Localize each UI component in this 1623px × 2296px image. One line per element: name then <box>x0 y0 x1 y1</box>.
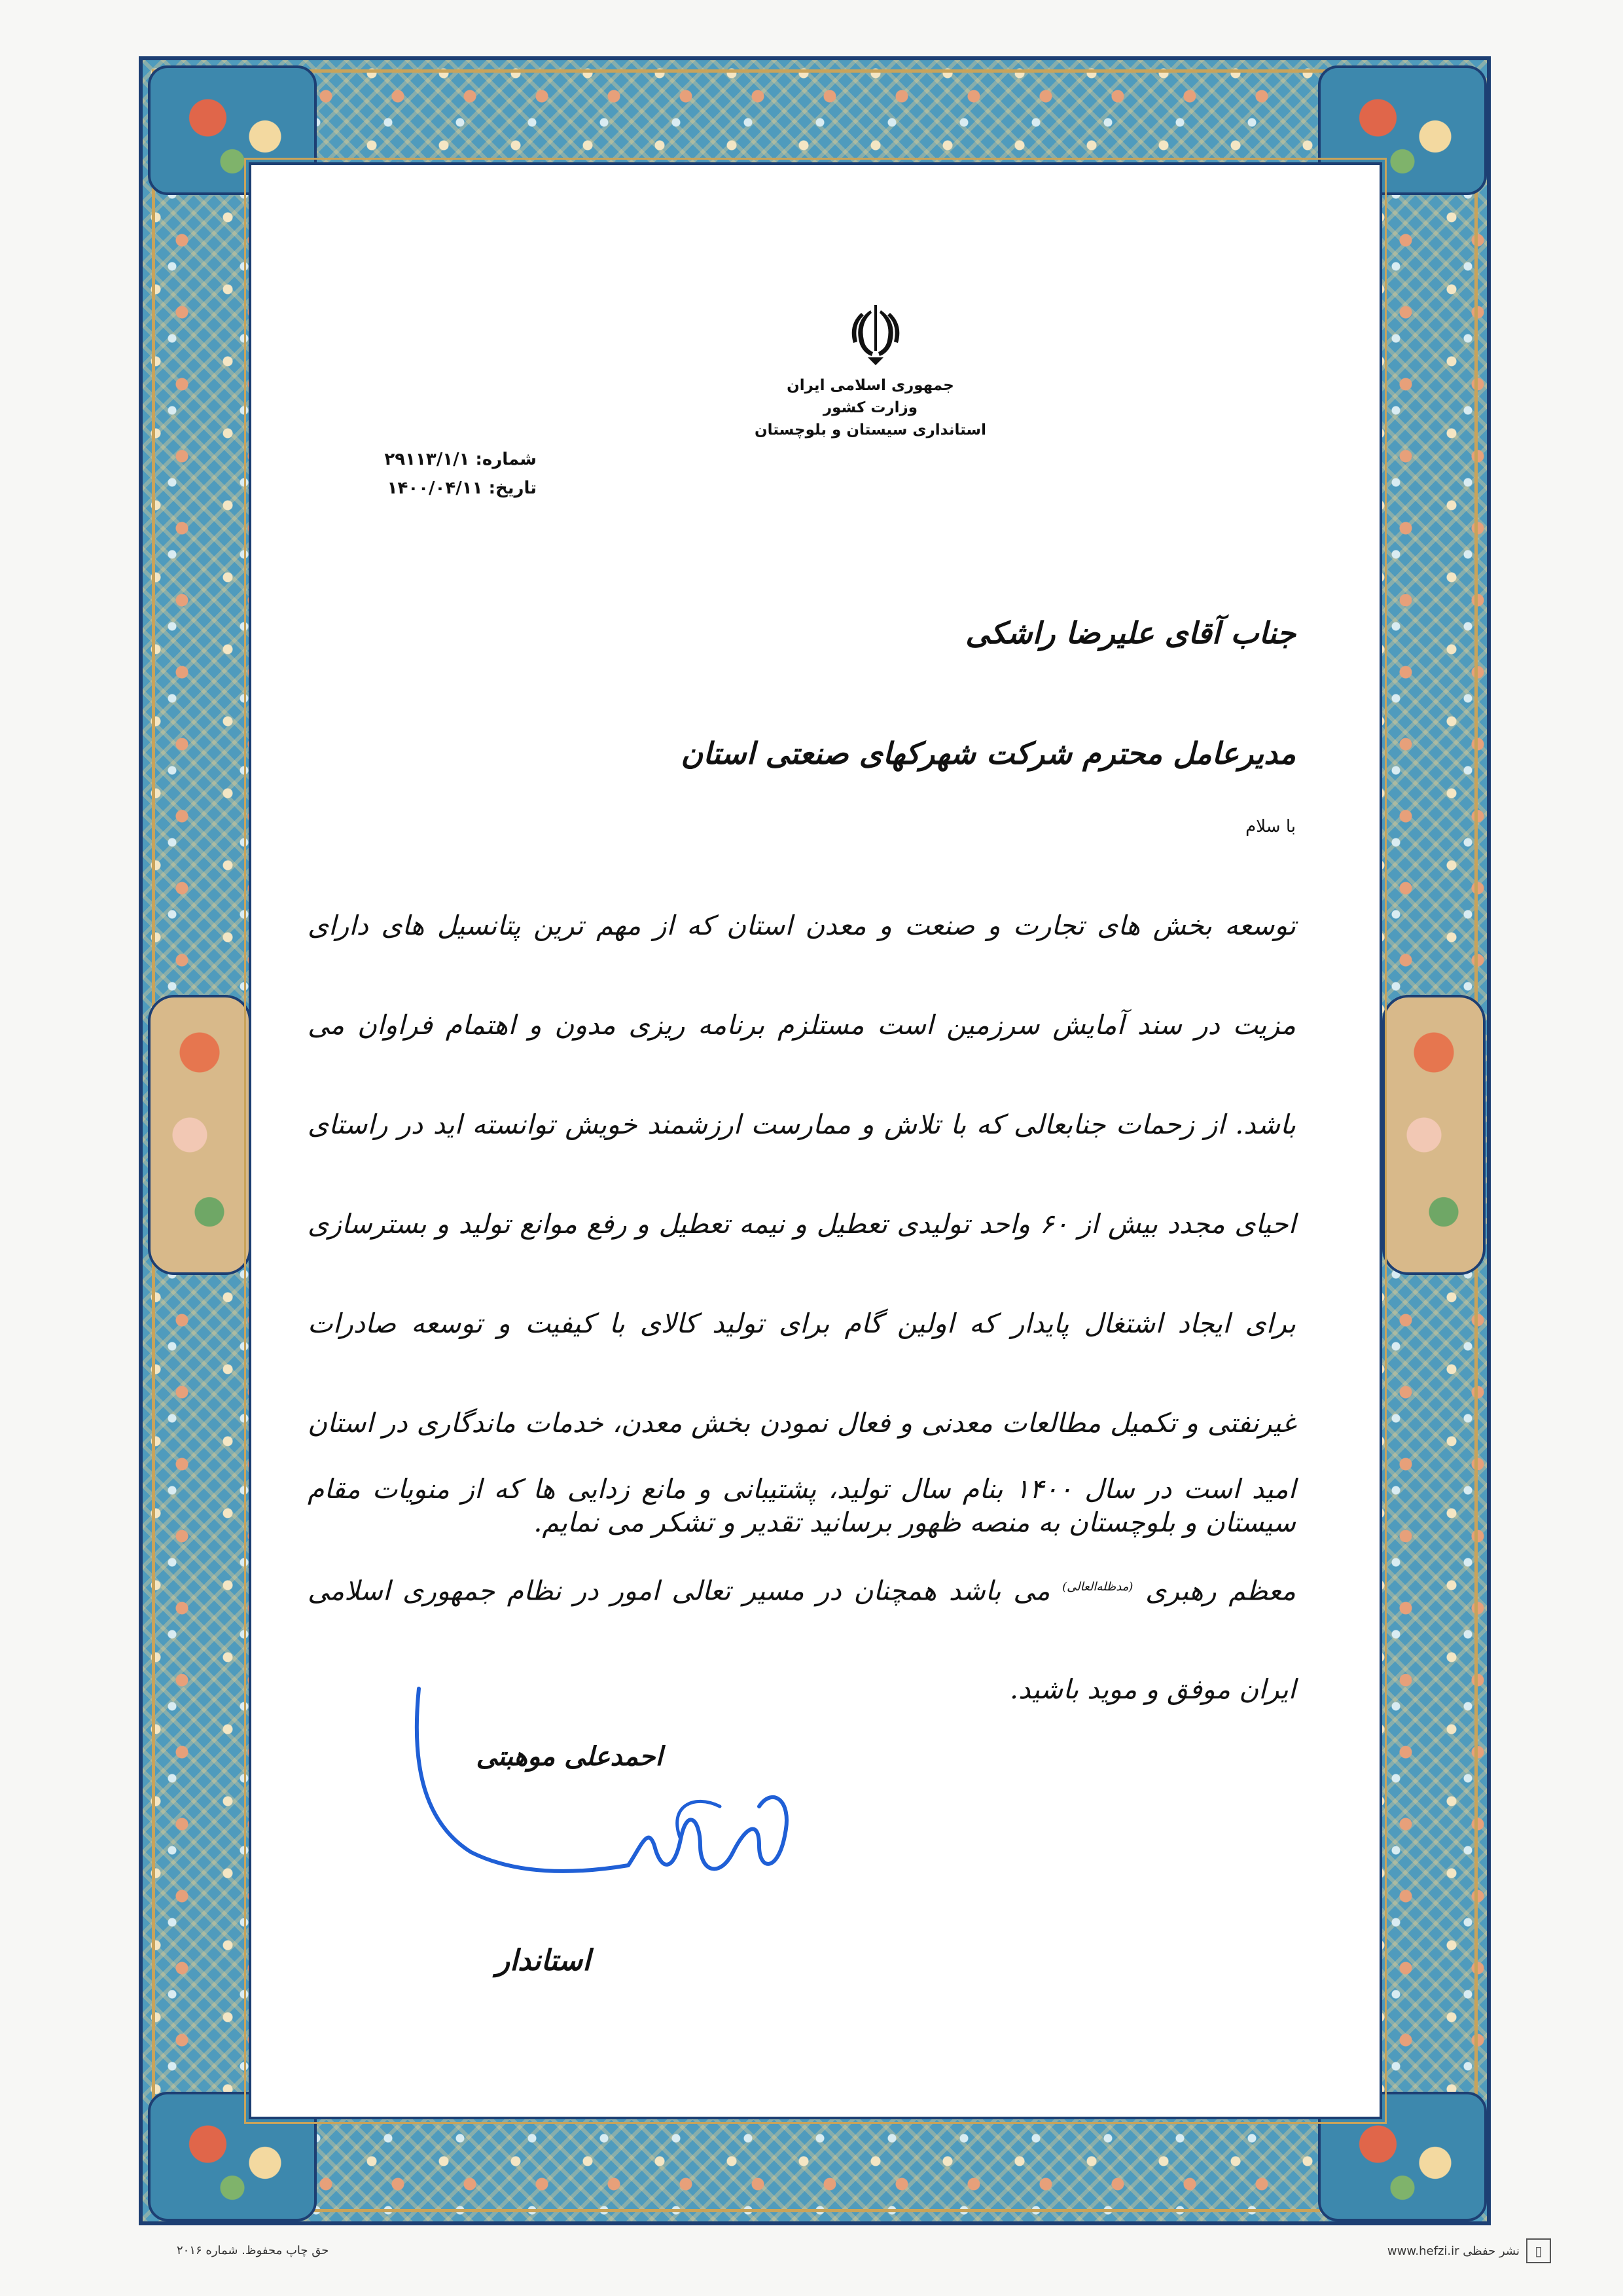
letter-paragraph-1: توسعه بخش های تجارت و صنعت و معدن استان که از مهم ترین پتانسیل های دارای مزیت در سند آمایش سرزمین است مستلزم برنامه ریزی مدون و اهتمام فراوان می باشد. از زحمات جنابعالی که با تلاش و ممارست ارزشمند خویش توانسته اید در راستای احیای مجدد بیش از ۶۰ واحد تولیدی تعطیل و نیمه تعطیل و رفع موانع تولید و بسترسازی برای ایجاد اشتغال پایدار که اولین گام برای تولید کالای با کیفیت و توسعه صادرات غیرنفتی و تکمیل مطالعات معدنی و فعال نمودن بخش معدن، خدمات ماندگاری در استان سیستان و بلوچستان به منصه ظهور برسانید تقدیر و تشکر می نمایم. <box>308 910 1296 1538</box>
number-value: ۲۹۱۱۳/۱/۱ <box>384 450 470 469</box>
greeting: با سلام <box>1245 817 1296 836</box>
footer-copyright: حق چاپ محفوظ. شماره ۲۰۱۶ <box>177 2244 329 2257</box>
number-label: شماره: <box>475 450 537 469</box>
side-bouquet-right <box>1382 995 1486 1275</box>
date-label: تاریخ: <box>488 478 537 498</box>
reference-date-row <box>327 474 537 503</box>
iran-emblem-icon <box>844 301 907 369</box>
addressee-title: مدیرعامل محترم شرکت شهرکهای صنعتی استان <box>681 736 1296 771</box>
letterhead-governorate: استانداری سیستان و بلوچستان <box>754 422 987 439</box>
publisher-text: نشر حفظی www.hefzi.ir <box>1387 2244 1520 2258</box>
paragraph-2-start: امید است در سال ۱۴۰۰ بنام سال تولید، پشتیبانی و مانع زدایی ها که از منویات مقام معظم رهبری <box>308 1473 1296 1607</box>
date-value: ۱۴۰۰/۰۴/۱۱ <box>387 478 483 498</box>
letterhead <box>720 374 1021 441</box>
side-bouquet-left <box>148 995 251 1275</box>
publisher-logo-icon: ▯ <box>1526 2238 1551 2263</box>
paragraph-2-end: می باشد همچنان در مسیر تعالی امور در نظام جمهوری اسلامی ایران موفق و موید باشید. <box>308 1575 1296 1705</box>
signer-name: احمدعلی موهبتی <box>476 1741 663 1772</box>
letterhead-country: جمهوری اسلامی ایران <box>787 377 954 394</box>
reference-block <box>327 445 537 503</box>
letterhead-ministry: وزارت کشور <box>823 399 918 416</box>
signer-role: استاندار <box>495 1944 591 1977</box>
footer-publisher <box>1387 2238 1551 2263</box>
handwritten-signature <box>393 1676 818 1950</box>
honorific: (مدظله‌العالی) <box>1062 1580 1133 1594</box>
reference-number-row <box>327 445 537 474</box>
addressee: جناب آقای علیرضا راشکی <box>965 615 1296 651</box>
